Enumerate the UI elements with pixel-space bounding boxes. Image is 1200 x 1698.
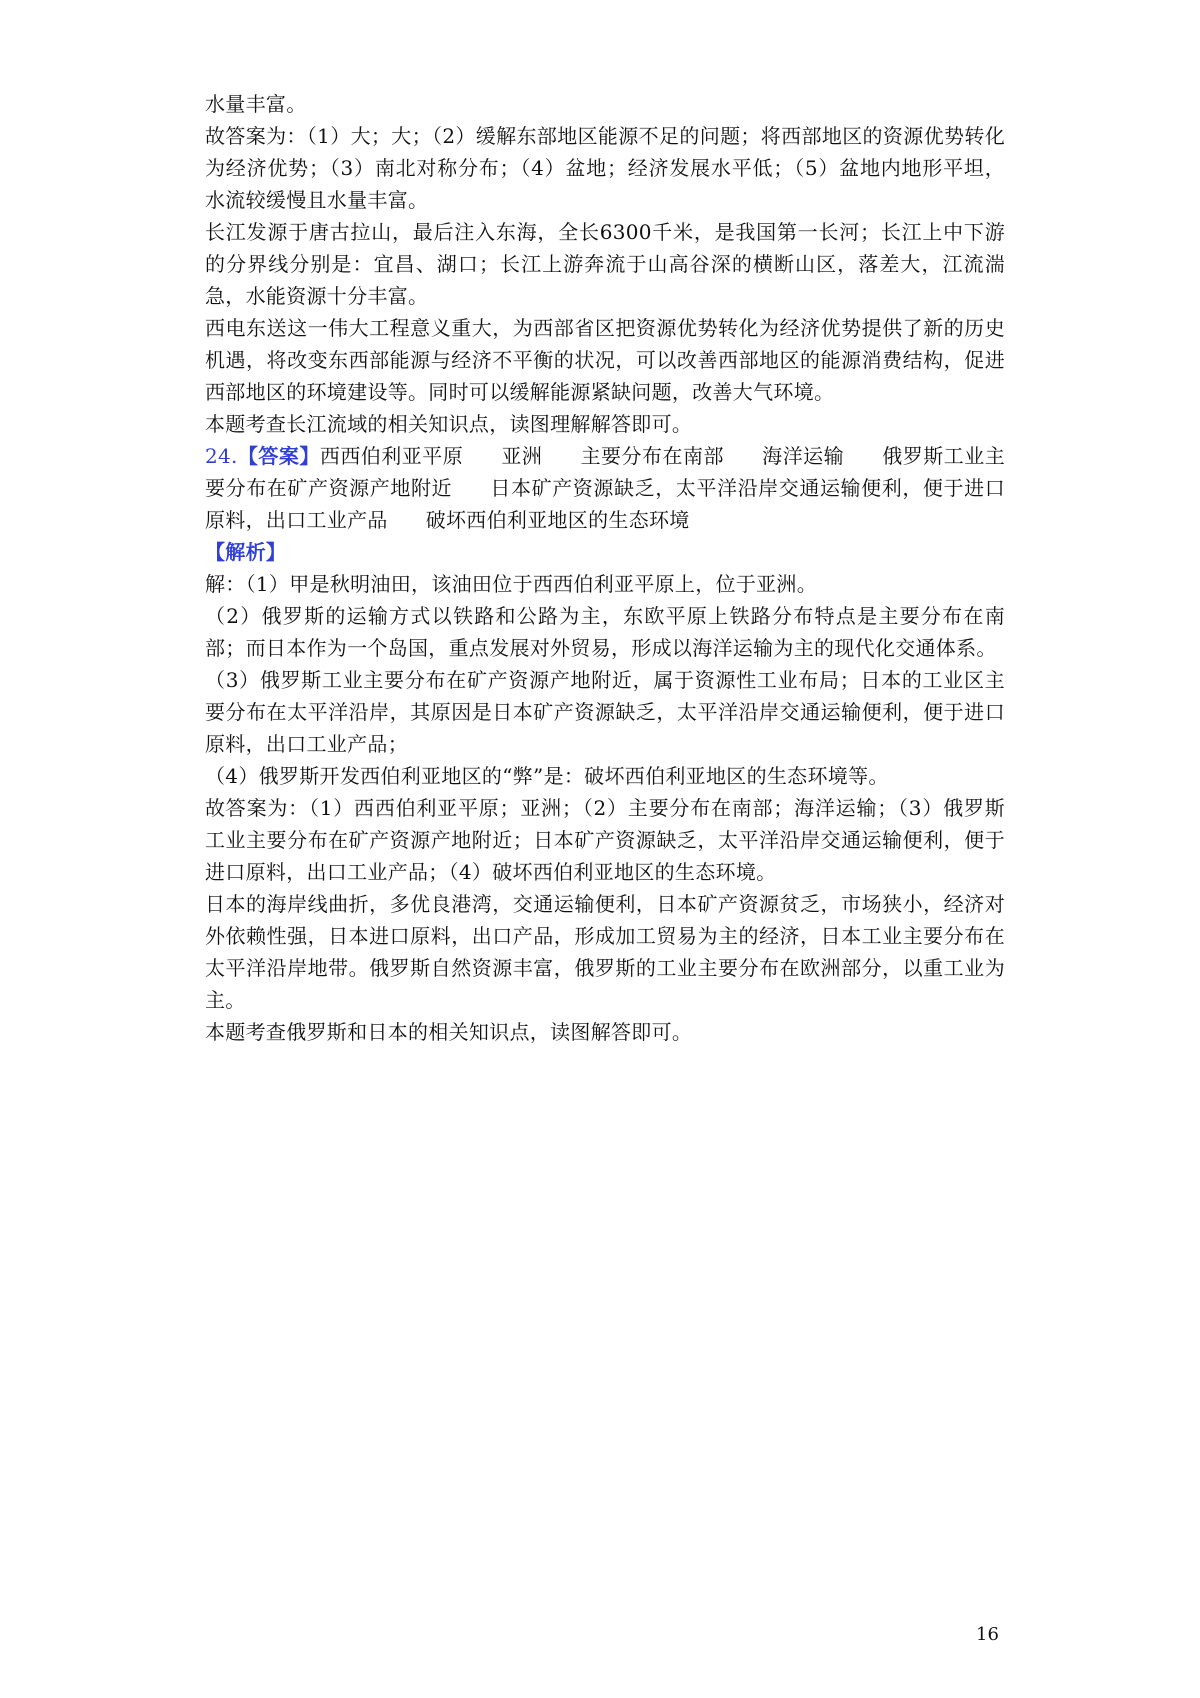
page-number: 16	[976, 1624, 999, 1645]
answer-item: 主要分布在南部	[580, 444, 724, 468]
paragraph: 本题考查长江流域的相关知识点，读图理解解答即可。	[205, 412, 693, 436]
question-24-answer	[205, 440, 1005, 536]
paragraph: 日本的海岸线曲折，多优良港湾，交通运输便利，日本矿产资源贫乏，市场狭小，经济对外依赖性强，日本进口原料，出口产品，形成加工贸易为主的经济，日本工业主要分布在太平洋沿岸地带。俄罗斯自然资源丰富，俄罗斯的工业主要分布在欧洲部分，以重工业为主。	[205, 892, 1005, 1012]
paragraph: 解：（1）甲是秋明油田，该油田位于西西伯利亚平原上，位于亚洲。	[205, 572, 818, 596]
paragraph: （3）俄罗斯工业主要分布在矿产资源产地附近，属于资源性工业布局；日本的工业区主要分布在太平洋沿岸，其原因是日本矿产资源缺乏，太平洋沿岸交通运输便利，便于进口原料，出口工业产品；	[205, 668, 1005, 756]
answer-item: 破坏西伯利亚地区的生态环境	[425, 508, 690, 532]
paragraph: 故答案为：（1）西西伯利亚平原；亚洲；（2）主要分布在南部；海洋运输；（3）俄罗斯工业主要分布在矿产资源产地附近；日本矿产资源缺乏，太平洋沿岸交通运输便利，便于进口原料，出口工业产品；（4）破坏西伯利亚地区的生态环境。	[205, 796, 1005, 884]
answer-item: 俄罗斯工业主要分布在矿产资源产地附近	[205, 444, 1005, 500]
answer-item: 海洋运输	[761, 444, 845, 468]
answer-item: 日本矿产资源缺乏，太平洋沿岸交通运输便利，便于进口原料，出口工业产品	[205, 476, 1005, 532]
paragraph: 长江发源于唐古拉山，最后注入东海，全长6300千米，是我国第一长河；长江上中下游的分界线分别是：宜昌、湖口；长江上游奔流于山高谷深的横断山区，落差大，江流湍急，水能资源十分丰富。	[205, 220, 1005, 308]
paragraph: 水量丰富。	[205, 92, 307, 116]
paragraph: （4）俄罗斯开发西伯利亚地区的“弊”是：破坏西伯利亚地区的生态环境等。	[205, 764, 889, 788]
answer-item: 西西伯利亚平原	[319, 444, 464, 468]
document-body	[205, 88, 1005, 1048]
answer-item: 亚洲	[501, 444, 543, 468]
paragraph: （2）俄罗斯的运输方式以铁路和公路为主，东欧平原上铁路分布特点是主要分布在南部；而日本作为一个岛国，重点发展对外贸易，形成以海洋运输为主的现代化交通体系。	[205, 604, 1005, 660]
paragraph: 故答案为：（1）大；大；（2）缓解东部地区能源不足的问题；将西部地区的资源优势转化为经济优势；（3）南北对称分布；（4）盆地；经济发展水平低；（5）盆地内地形平坦，水流较缓慢且水量丰富。	[205, 124, 1005, 212]
paragraph: 本题考查俄罗斯和日本的相关知识点，读图解答即可。	[205, 1020, 693, 1044]
question-number: 24.	[205, 444, 238, 468]
jiexi-heading	[205, 536, 1005, 568]
answer-label: 【答案】	[237, 444, 320, 468]
jiexi-label: 【解析】	[205, 540, 287, 564]
paragraph: 西电东送这一伟大工程意义重大，为西部省区把资源优势转化为经济优势提供了新的历史机遇，将改变东西部能源与经济不平衡的状况，可以改善西部地区的能源消费结构，促进西部地区的环境建设等。同时可以缓解能源紧缺问题，改善大气环境。	[205, 316, 1005, 404]
